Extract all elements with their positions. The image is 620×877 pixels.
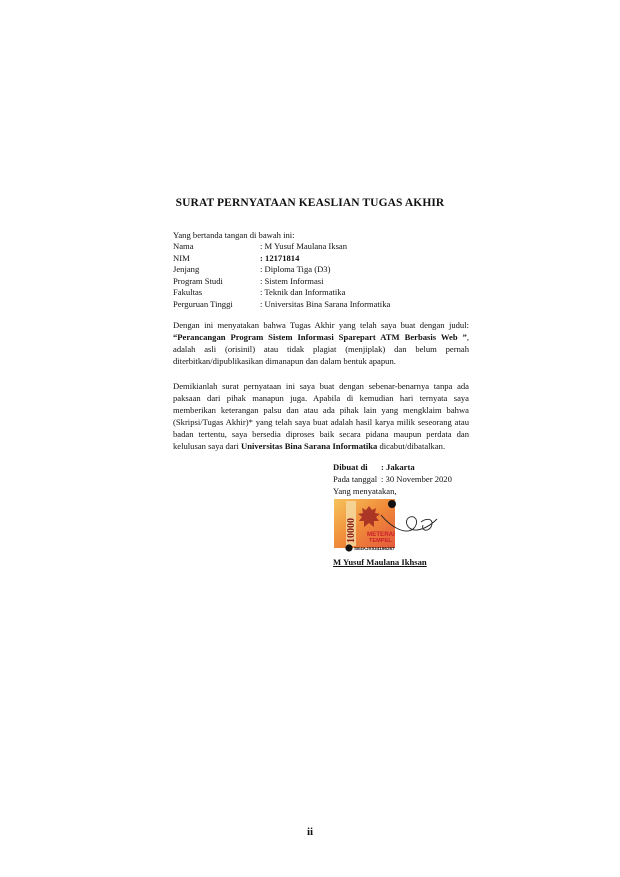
field-row xyxy=(173,287,390,299)
field-value: : Universitas Bina Sarana Informatika xyxy=(260,299,390,311)
field-row xyxy=(173,299,390,311)
field-label: Jenjang xyxy=(173,264,200,275)
field-row xyxy=(173,253,390,265)
field-value: : Teknik dan Informatika xyxy=(260,287,345,299)
date-label: Pada tanggal xyxy=(333,474,378,484)
stamp-hologram-dot-bottom xyxy=(345,544,352,551)
field-label: NIM xyxy=(173,252,190,263)
signature-block xyxy=(333,461,452,497)
field-value: : Diploma Tiga (D3) xyxy=(260,264,330,276)
identity-fields xyxy=(173,241,390,311)
field-row xyxy=(173,276,390,288)
place-label: Dibuat di xyxy=(333,462,368,472)
declarant-text: Yang menyatakan, xyxy=(333,486,397,496)
signer-name: M Yusuf Maulana Ikhsan xyxy=(333,557,427,567)
declarant-row xyxy=(333,485,452,497)
field-row xyxy=(173,264,390,276)
field-label: Fakultas xyxy=(173,287,203,298)
university-name: Universitas Bina Sarana Informatika xyxy=(241,441,378,452)
stamp-amount: 10000 xyxy=(346,518,357,543)
date-value: : 30 November 2020 xyxy=(381,473,452,485)
place-row xyxy=(333,461,452,473)
page-title: SURAT PERNYATAAN KEASLIAN TUGAS AKHIR xyxy=(175,197,445,209)
closing-paragraph xyxy=(173,380,469,453)
paragraph-text: dicabut/dibatalkan. xyxy=(377,441,446,452)
stamp-hologram-dot-top xyxy=(388,500,396,508)
field-value: : Sistem Informasi xyxy=(260,276,324,288)
field-row xyxy=(173,241,390,253)
page-number: ii xyxy=(306,826,314,838)
statement-paragraph xyxy=(173,319,469,367)
field-label: Program Studi xyxy=(173,275,223,286)
paragraph-text: Demikianlah surat pernyataan ini saya buat dengan sebenar-benarnya tanpa ada paksaan dari pihak manapun juga. Apabila di kemudian hari ternyata saya memberikan keterangan palsu dan atau ada pihak lain yang mengklaim bahwa (Skripsi/Tugas Akhir)* yang telah saya buat adalah hasil karya milik seseorang atau badan tertentu, saya bersedia diproses baik secara pidana maupun perdata dan kelulusan saya dari xyxy=(173,381,469,452)
stamp-label-tempel: TEMPEL xyxy=(369,538,392,544)
duty-stamp-with-signature xyxy=(333,497,445,555)
thesis-title: “Perancangan Program Sistem Informasi Sparepart ATM Berbasis Web ” xyxy=(173,332,467,343)
field-value: : 12171814 xyxy=(260,253,299,265)
paragraph-text: Dengan ini menyatakan bahwa Tugas Akhir yang telah saya buat dengan judul: xyxy=(173,320,469,330)
place-value: : Jakarta xyxy=(381,461,415,473)
stamp-label-meterai: METERAI xyxy=(367,531,395,538)
stamp-serial: SE4AJX034166257 xyxy=(354,546,395,551)
paragraph-text: , adalah asli (orisinil) atau tidak plagiat (menjiplak) dan belum pernah diterbitkan/dipublikasikan dimanapun dan dalam bentuk apapun. xyxy=(173,332,469,367)
field-label: Nama xyxy=(173,241,194,251)
field-value: : M Yusuf Maulana Iksan xyxy=(260,241,347,253)
intro-text: Yang bertanda tangan di bawah ini: xyxy=(173,230,295,240)
field-label: Perguruan Tinggi xyxy=(173,298,233,309)
date-row xyxy=(333,473,452,485)
